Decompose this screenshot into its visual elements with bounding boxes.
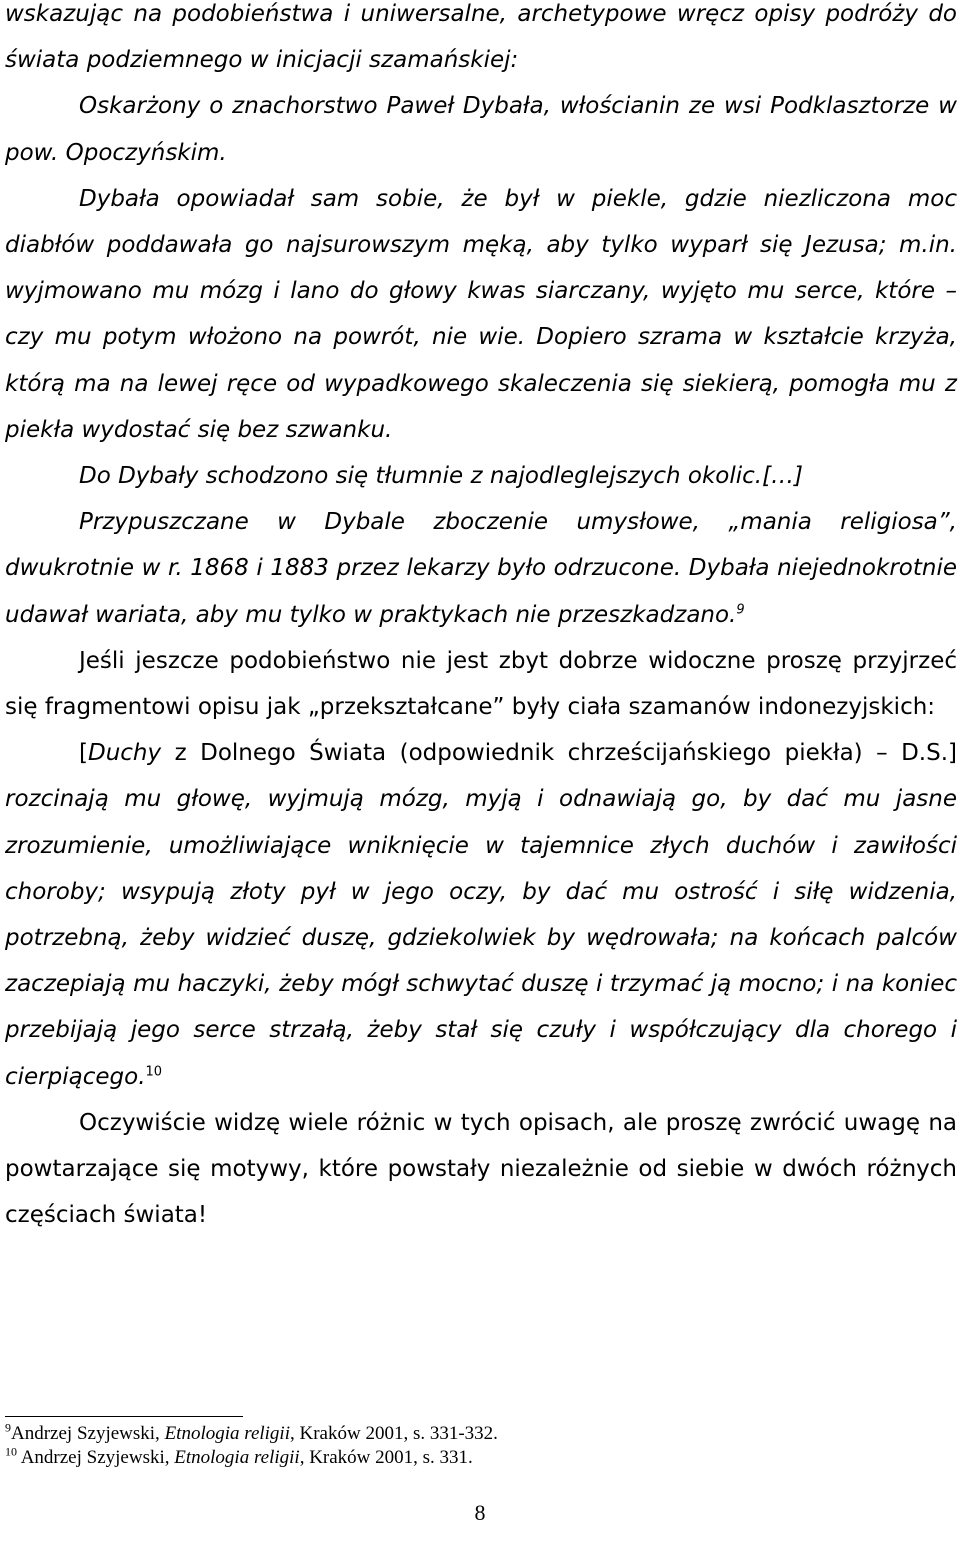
footnote-title: Etnologia religii	[174, 1447, 300, 1468]
body-text	[5, 0, 957, 1238]
footnote	[5, 1446, 905, 1470]
bracket-word: Duchy	[87, 740, 162, 767]
footnote-author: Andrzej Szyjewski,	[17, 1447, 175, 1468]
quote-paragraph	[5, 730, 957, 1100]
footnote-ref: 10	[145, 1064, 163, 1080]
footnotes	[5, 1422, 905, 1470]
quote-text: Przypuszczane w Dybale zboczenie umysłowe, „mania religiosa”, dwukrotnie w r. 1868 i 1883 przez lekarzy było odrzucone. Dybała niejednokrotnie udawał wariata, aby mu tylko w praktykach nie przeszkadzano.	[5, 509, 957, 628]
footnote-title: Etnologia religii	[164, 1423, 290, 1444]
footnote-separator	[5, 1416, 243, 1417]
footnote-ref: 9	[736, 601, 745, 617]
quote-paragraph: Oskarżony o znachorstwo Paweł Dybała, włościanin ze wsi Podklasztorze w pow. Opoczyńskim.	[5, 93, 957, 166]
paragraph-intro: wskazując na podobieństwa i uniwersalne, archetypowe wręcz opisy podróży do świata podziemnego w inicjacji szamańskiej:	[5, 1, 957, 74]
quote-paragraph: Do Dybały schodzono się tłumnie z najodleglejszych okolic.[…]	[79, 463, 804, 490]
bracket-text: z Dolnego Świata (odpowiednik chrześcijańskiego piekła) – D.S.]	[161, 740, 957, 767]
page-number: 8	[474, 1500, 486, 1525]
paragraph: Oczywiście widzę wiele różnic w tych opisach, ale proszę zwrócić uwagę na powtarzające się motywy, które powstały niezależnie od siebie w dwóch różnych częściach świata!	[5, 1109, 957, 1229]
footnote	[5, 1422, 905, 1446]
paragraph: Jeśli jeszcze podobieństwo nie jest zbyt dobrze widoczne proszę przyjrzeć się fragmentowi opisu jak „przekształcane” były ciała szamanów indonezyjskich:	[5, 647, 957, 721]
footnote-number: 10	[5, 1444, 17, 1459]
quote-paragraph: Dybała opowiadał sam sobie, że był w piekle, gdzie niezliczona moc diabłów poddawała go najsurowszym męką, aby tylko wyparł się Jezusa; m.in. wyjmowano mu mózg i lano do głowy kwas siarczany, wyjęto mu serce, które – czy mu potym włożono na powrót, nie wie. Dopiero szrama w kształcie krzyża, którą ma na lewej ręce od wypadkowego skaleczenia się siekierą, pomogła mu z piekła wydostać się bez szwanku.	[5, 185, 957, 443]
footnote-number: 9	[5, 1420, 11, 1435]
quote-paragraph	[5, 499, 957, 638]
footnote-details: , Kraków 2001, s. 331-332.	[290, 1423, 498, 1444]
bracket-open: [	[79, 740, 88, 767]
footnote-details: , Kraków 2001, s. 331.	[299, 1447, 473, 1468]
quote-text: rozcinają mu głowę, wyjmują mózg, myją i odnawiają go, by dać mu jasne zrozumienie, umożliwiające wniknięcie w tajemnice złych duchów i zawiłości choroby; wsypują złoty pył w jego oczy, by dać mu ostrość i siłę widzenia, potrzebną, żeby widzieć duszę, gdziekolwiek by wędrowała; na końcach palców zaczepiają mu haczyki, żeby mógł schwytać duszę i trzymać ją mocno; i na koniec przebijają jego serce strzałą, żeby stał się czuły i współczujący dla chorego i cierpiącego.	[5, 786, 957, 1090]
footnote-author: Andrzej Szyjewski,	[11, 1423, 165, 1444]
